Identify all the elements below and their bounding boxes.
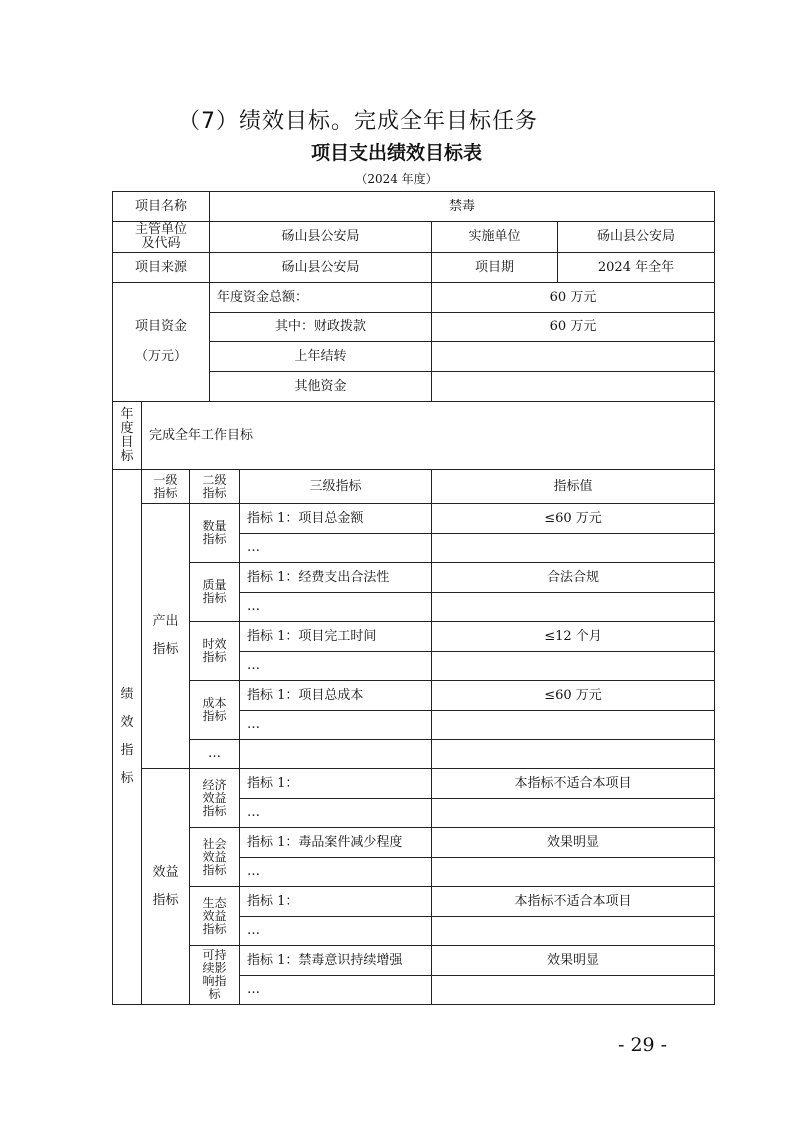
output-extra: … [190,740,240,769]
indicator-value-empty [432,799,715,828]
indicator-value-empty [432,593,715,622]
indicator-text: 指标 1： [240,887,432,917]
page-number: - 29 - [618,1034,668,1056]
benefit-category: 生态 效益 指标 [190,887,240,946]
indicator-more: … [240,711,432,740]
funds-unit-label: （万元） [134,349,187,364]
label-competent-unit: 主管单位 及代码 [113,222,210,253]
table-row [113,253,715,283]
performance-goal-table [112,191,715,1005]
indicator-more: … [240,652,432,681]
indicator-text: 指标 1：项目总成本 [240,681,432,711]
indicator-value-empty [432,917,715,946]
table-row [113,192,715,222]
table-row [113,769,715,799]
label-project-funds [113,283,210,402]
table-row [113,470,715,504]
empty-cell [240,740,432,769]
label-fiscal-allocation: 其中：财政拨款 [210,313,432,342]
indicator-text: 指标 1：禁毒意识持续增强 [240,946,432,976]
header-level1: 一级 指标 [142,470,190,504]
table-row [113,222,715,253]
label-project-source: 项目来源 [113,253,210,283]
value-project-name: 禁毒 [210,192,715,222]
indicator-value-empty [432,534,715,563]
indicator-value-empty [432,652,715,681]
output-group-label: 产出 指标 [142,504,190,769]
indicator-more: … [240,917,432,946]
value-implementing-unit: 砀山县公安局 [558,222,715,253]
value-project-period: 2024 年全年 [558,253,715,283]
benefit-group-label: 效益 指标 [142,769,190,1005]
table-row [113,622,715,652]
table-row [113,946,715,976]
indicator-value: 效果明显 [432,946,715,976]
label-annual-goal: 年 度 目 标 [113,402,142,470]
value-other-funds [432,372,715,402]
indicator-value: 合法合规 [432,563,715,593]
header-level2: 二级 指标 [190,470,240,504]
indicator-more: … [240,858,432,887]
value-fiscal-allocation: 60 万元 [432,313,715,342]
table-row [113,887,715,917]
table-row [113,402,715,470]
indicator-text: 指标 1：项目总金额 [240,504,432,534]
label-other-funds: 其他资金 [210,372,432,402]
table-year: （2024 年度） [355,172,438,186]
table-title: 项目支出绩效目标表 [310,142,482,164]
value-last-year-carryover [432,342,715,372]
indicator-value: 效果明显 [432,828,715,858]
indicator-text: 指标 1：经费支出合法性 [240,563,432,593]
section-heading: （7）绩效目标。完成全年目标任务 [178,109,538,134]
value-annual-total: 60 万元 [432,283,715,313]
label-implementing-unit: 实施单位 [432,222,558,253]
indicator-value-empty [432,976,715,1005]
project-funds-label: 项目资金 [134,319,187,334]
indicator-text: 指标 1：毒品案件减少程度 [240,828,432,858]
table-row [113,681,715,711]
indicator-text: 指标 1： [240,769,432,799]
indicator-text: 指标 1：项目完工时间 [240,622,432,652]
value-competent-unit: 砀山县公安局 [210,222,432,253]
indicator-value-empty [432,858,715,887]
table-row [113,828,715,858]
benefit-category: 经济 效益 指标 [190,769,240,828]
indicator-value-empty [432,711,715,740]
indicator-more: … [240,799,432,828]
benefit-category: 社会 效益 指标 [190,828,240,887]
indicator-value: 本指标不适合本项目 [432,887,715,917]
table-row [113,283,715,313]
output-category: 数量 指标 [190,504,240,563]
output-category: 成本 指标 [190,681,240,740]
indicator-value: ≤60 万元 [432,504,715,534]
table-row [113,504,715,534]
header-indicator-value: 指标值 [432,470,715,504]
output-category: 时效 指标 [190,622,240,681]
indicator-value: ≤12 个月 [432,622,715,652]
table-row [113,563,715,593]
table-row [113,740,715,769]
header-level3: 三级指标 [240,470,432,504]
label-annual-total: 年度资金总额： [210,283,432,313]
empty-cell [432,740,715,769]
label-last-year-carryover: 上年结转 [210,342,432,372]
indicator-more: … [240,593,432,622]
indicator-more: … [240,976,432,1005]
indicator-more: … [240,534,432,563]
value-project-source: 砀山县公安局 [210,253,432,283]
indicator-value: 本指标不适合本项目 [432,769,715,799]
benefit-category: 可持 续影 响指 标 [190,946,240,1005]
value-annual-goal: 完成全年工作目标 [142,402,715,470]
label-performance-indicators: 绩 效 指 标 [113,470,142,1005]
output-category: 质量 指标 [190,563,240,622]
indicator-value: ≤60 万元 [432,681,715,711]
label-project-period: 项目期 [432,253,558,283]
label-project-name: 项目名称 [113,192,210,222]
